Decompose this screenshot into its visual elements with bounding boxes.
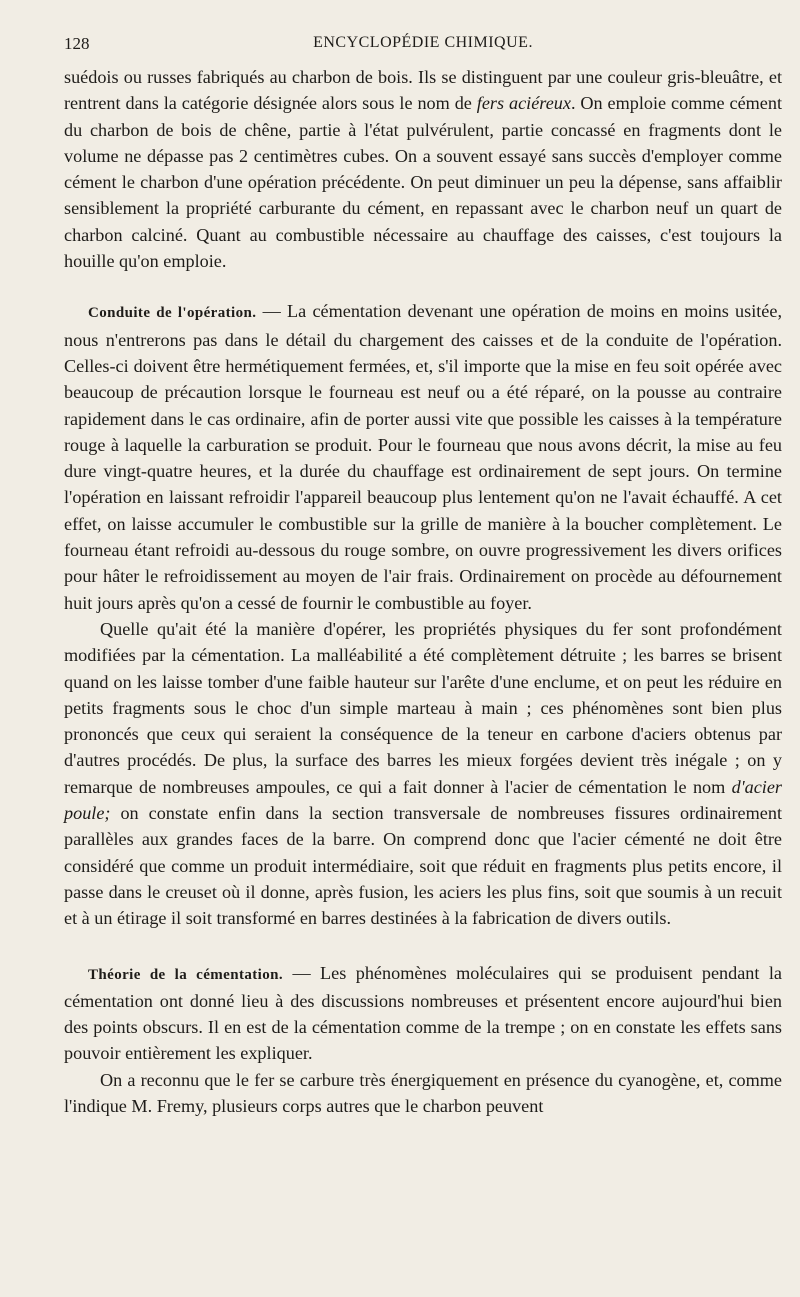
paragraph-cyanogene: On a reconnu que le fer se carbure très énergiquement en présence du cyanogène, et, comme l'indique M. Fremy, plusieurs corps autres que le charbon peuvent (64, 1069, 782, 1116)
italic-term: d'acier poule; (64, 776, 782, 824)
text-run: on constate enfin dans la section transversale de nombreuses fissures ordinairement parallèles aux grandes faces de la barre. On comprend donc que l'acier cémenté ne doit être considéré que comme un produit intermédiaire, soit que réduit en fragments plus petits encore, il passe dans le creuset où il donne, après fusion, les aciers les plus fins, soit que soumis à un recuit et à un étirage il soit transformé en barres destinées à la fabrication de divers outils. (64, 803, 782, 929)
running-head: ENCYCLOPÉDIE CHIMIQUE. (313, 34, 533, 51)
paragraph-proprietes (64, 616, 782, 932)
text-run: Quelle qu'ait été la manière d'opérer, les propriétés physiques du fer sont profondément modifiées par la cémentation. La malléabilité a été complètement détruite ; les barres se brisent quand on les laisse tomber d'une faible hauteur sur l'arête d'une enclume, et on peut les réduire en petits fragments sous le choc d'un simple marteau à main ; ces phénomènes sont bien plus prononcés que ceux qui seraient la conséquence de la teneur en carbone d'aciers obtenus par d'autres procédés. De plus, la surface des barres les mieux forgées devient très inégale ; on y remarque de nombreuses ampoules, ce qui a fait donner à l'acier de cémentation le nom (64, 618, 782, 797)
italic-term: fers aciéreux (476, 93, 571, 114)
page-header (64, 34, 782, 58)
text-run: — La cémentation devenant une opération de moins en moins usitée, nous n'entrerons pas dans le détail du chargement des caisses et de la conduite de l'opération. Celles-ci doivent être hermétiquement fermées, et, s'il importe que la mise en feu soit opérée avec beaucoup de précaution lorsque le fourneau est neuf ou a été réparé, on la pousse au contraire rapidement dans le cas ordinaire, afin de porter aussi vite que possible les caisses à la température rouge à laquelle la carburation se produit. Pour le fourneau que nous avons décrit, la mise au feu dure vingt-quatre heures, et la durée du chauffage est ordinairement de sept jours. On termine l'opération en laissant refroidir l'appareil beaucoup plus lentement qu'on ne l'avait échauffé. A cet effet, on laisse accumuler le combustible sur la grille de manière à la boucher complètement. Le fourneau étant refroidi au-dessous du rouge sombre, on ouvre progressivement les divers orifices pour hâter le refroidissement au moyen de l'air frais. Ordinairement on procède au défournement huit jours après qu'on a cessé de fournir le combustible au foyer. (64, 301, 782, 613)
body-text (64, 64, 782, 1119)
section-heading-theorie: Théorie de la cémentation. (88, 966, 284, 983)
paragraph-conduite (64, 298, 782, 616)
text-run: — Les phénomènes moléculaires qui se produisent pendant la cémentation ont donné lieu à des discussions nombreuses et présentent encore aujourd'hui bien des points obscurs. Il en est de la cémentation comme de la trempe ; on en constate les effets sans pouvoir entièrement les expliquer. (64, 962, 782, 1064)
text-run: suédois ou russes fabriqués au charbon de bois. Ils se distinguent par une couleur gris-bleuâtre, et rentrent dans la catégorie désignée alors sous le nom de (64, 67, 782, 114)
text-run: . On emploie comme cément du charbon de bois de chêne, partie à l'état pulvérulent, partie concassé en fragments dont le volume ne dépasse pas 2 centimètres cubes. On a souvent essayé sans succès d'employer comme cément le charbon d'une opération précédente. On peut diminuer un peu la dépense, sans affaiblir sensiblement la propriété carburante du cément, en repassant avec le charbon neuf un quart de charbon calciné. Quant au combustible nécessaire au chauffage des caisses, c'est toujours la houille qu'on emploie. (64, 93, 783, 272)
paragraph-fers-suedois (64, 64, 782, 274)
page-number: 128 (64, 34, 90, 53)
paragraph-theorie (64, 960, 782, 1067)
section-heading-conduite: Conduite de l'opération. (88, 305, 257, 322)
